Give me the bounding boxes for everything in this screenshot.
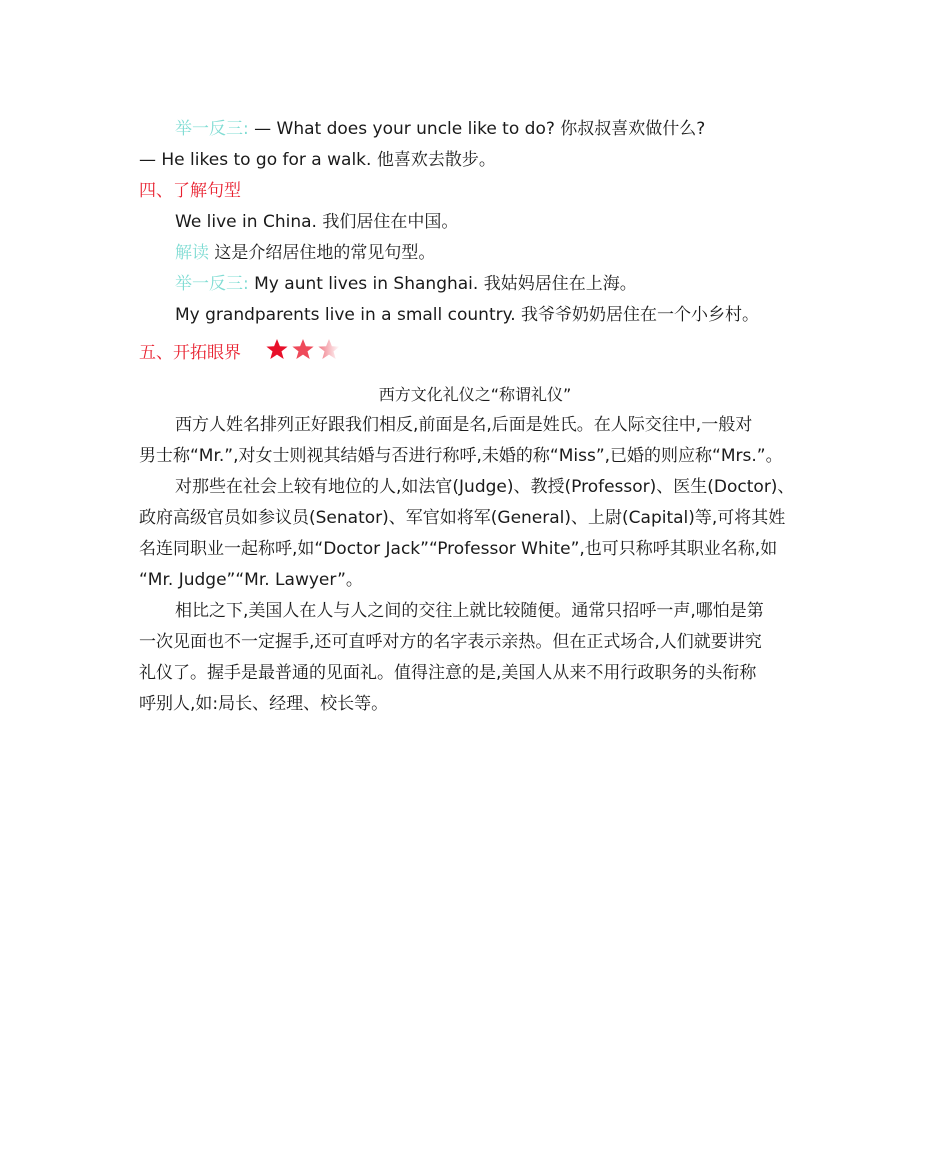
paragraph-line: 相比之下,美国人在人与人之间的交往上就比较随便。通常只招呼一声,哪怕是第 [175, 601, 764, 621]
star-icon [317, 338, 341, 361]
paragraph-line: 名连同职业一起称呼,如“Doctor Jack”“Professor White”,也可只称呼其职业名称,如 [139, 539, 778, 559]
section-heading-broaden-horizons: 五、开拓眼界 [139, 343, 241, 363]
paragraph-line: 一次见面也不一定握手,还可直呼对方的名字表示亲热。但在正式场合,人们就要讲究 [139, 632, 762, 652]
explanation-line [175, 242, 435, 264]
example-question-text: — What does your uncle like to do? 你叔叔喜欢做什么? [248, 119, 706, 139]
paragraph-line: 西方人姓名排列正好跟我们相反,前面是名,后面是姓氏。在人际交往中,一般对 [175, 415, 753, 435]
example-answer-line: — He likes to go for a walk. 他喜欢去散步。 [139, 150, 496, 170]
explanation-text: 这是介绍居住地的常见句型。 [209, 243, 436, 263]
star-icon [265, 338, 289, 361]
article-title: 西方文化礼仪之“称谓礼仪” [378, 385, 572, 404]
example-line-2: My grandparents live in a small country. 我爷爷奶奶居住在一个小乡村。 [175, 305, 760, 325]
section-heading-sentence-pattern: 四、了解句型 [139, 181, 241, 201]
star-icon [291, 338, 315, 361]
example-tag: 举一反三: [175, 119, 249, 139]
difficulty-rating [265, 338, 341, 361]
example-line-1 [175, 273, 637, 295]
paragraph-line: 礼仪了。握手是最普通的见面礼。值得注意的是,美国人从来不用行政职务的头衔称 [139, 663, 757, 683]
paragraph-line: 呼别人,如:局长、经理、校长等。 [139, 694, 389, 714]
explanation-tag: 解读 [175, 243, 209, 263]
example-text-1: My aunt lives in Shanghai. 我姑妈居住在上海。 [248, 274, 637, 294]
paragraph-line: 男士称“Mr.”,对女士则视其结婚与否进行称呼,未婚的称“Miss”,已婚的则应称“Mrs.”。 [139, 446, 783, 466]
paragraph-line: 对那些在社会上较有地位的人,如法官(Judge)、教授(Professor)、医生(Doctor)、 [175, 477, 795, 497]
example-tag: 举一反三: [175, 274, 249, 294]
example-line-question [175, 118, 705, 140]
pattern-sentence: We live in China. 我们居住在中国。 [175, 212, 459, 232]
paragraph-line: 政府高级官员如参议员(Senator)、军官如将军(General)、上尉(Capital)等,可将其姓 [139, 508, 786, 528]
paragraph-line: “Mr. Judge”“Mr. Lawyer”。 [139, 570, 363, 590]
